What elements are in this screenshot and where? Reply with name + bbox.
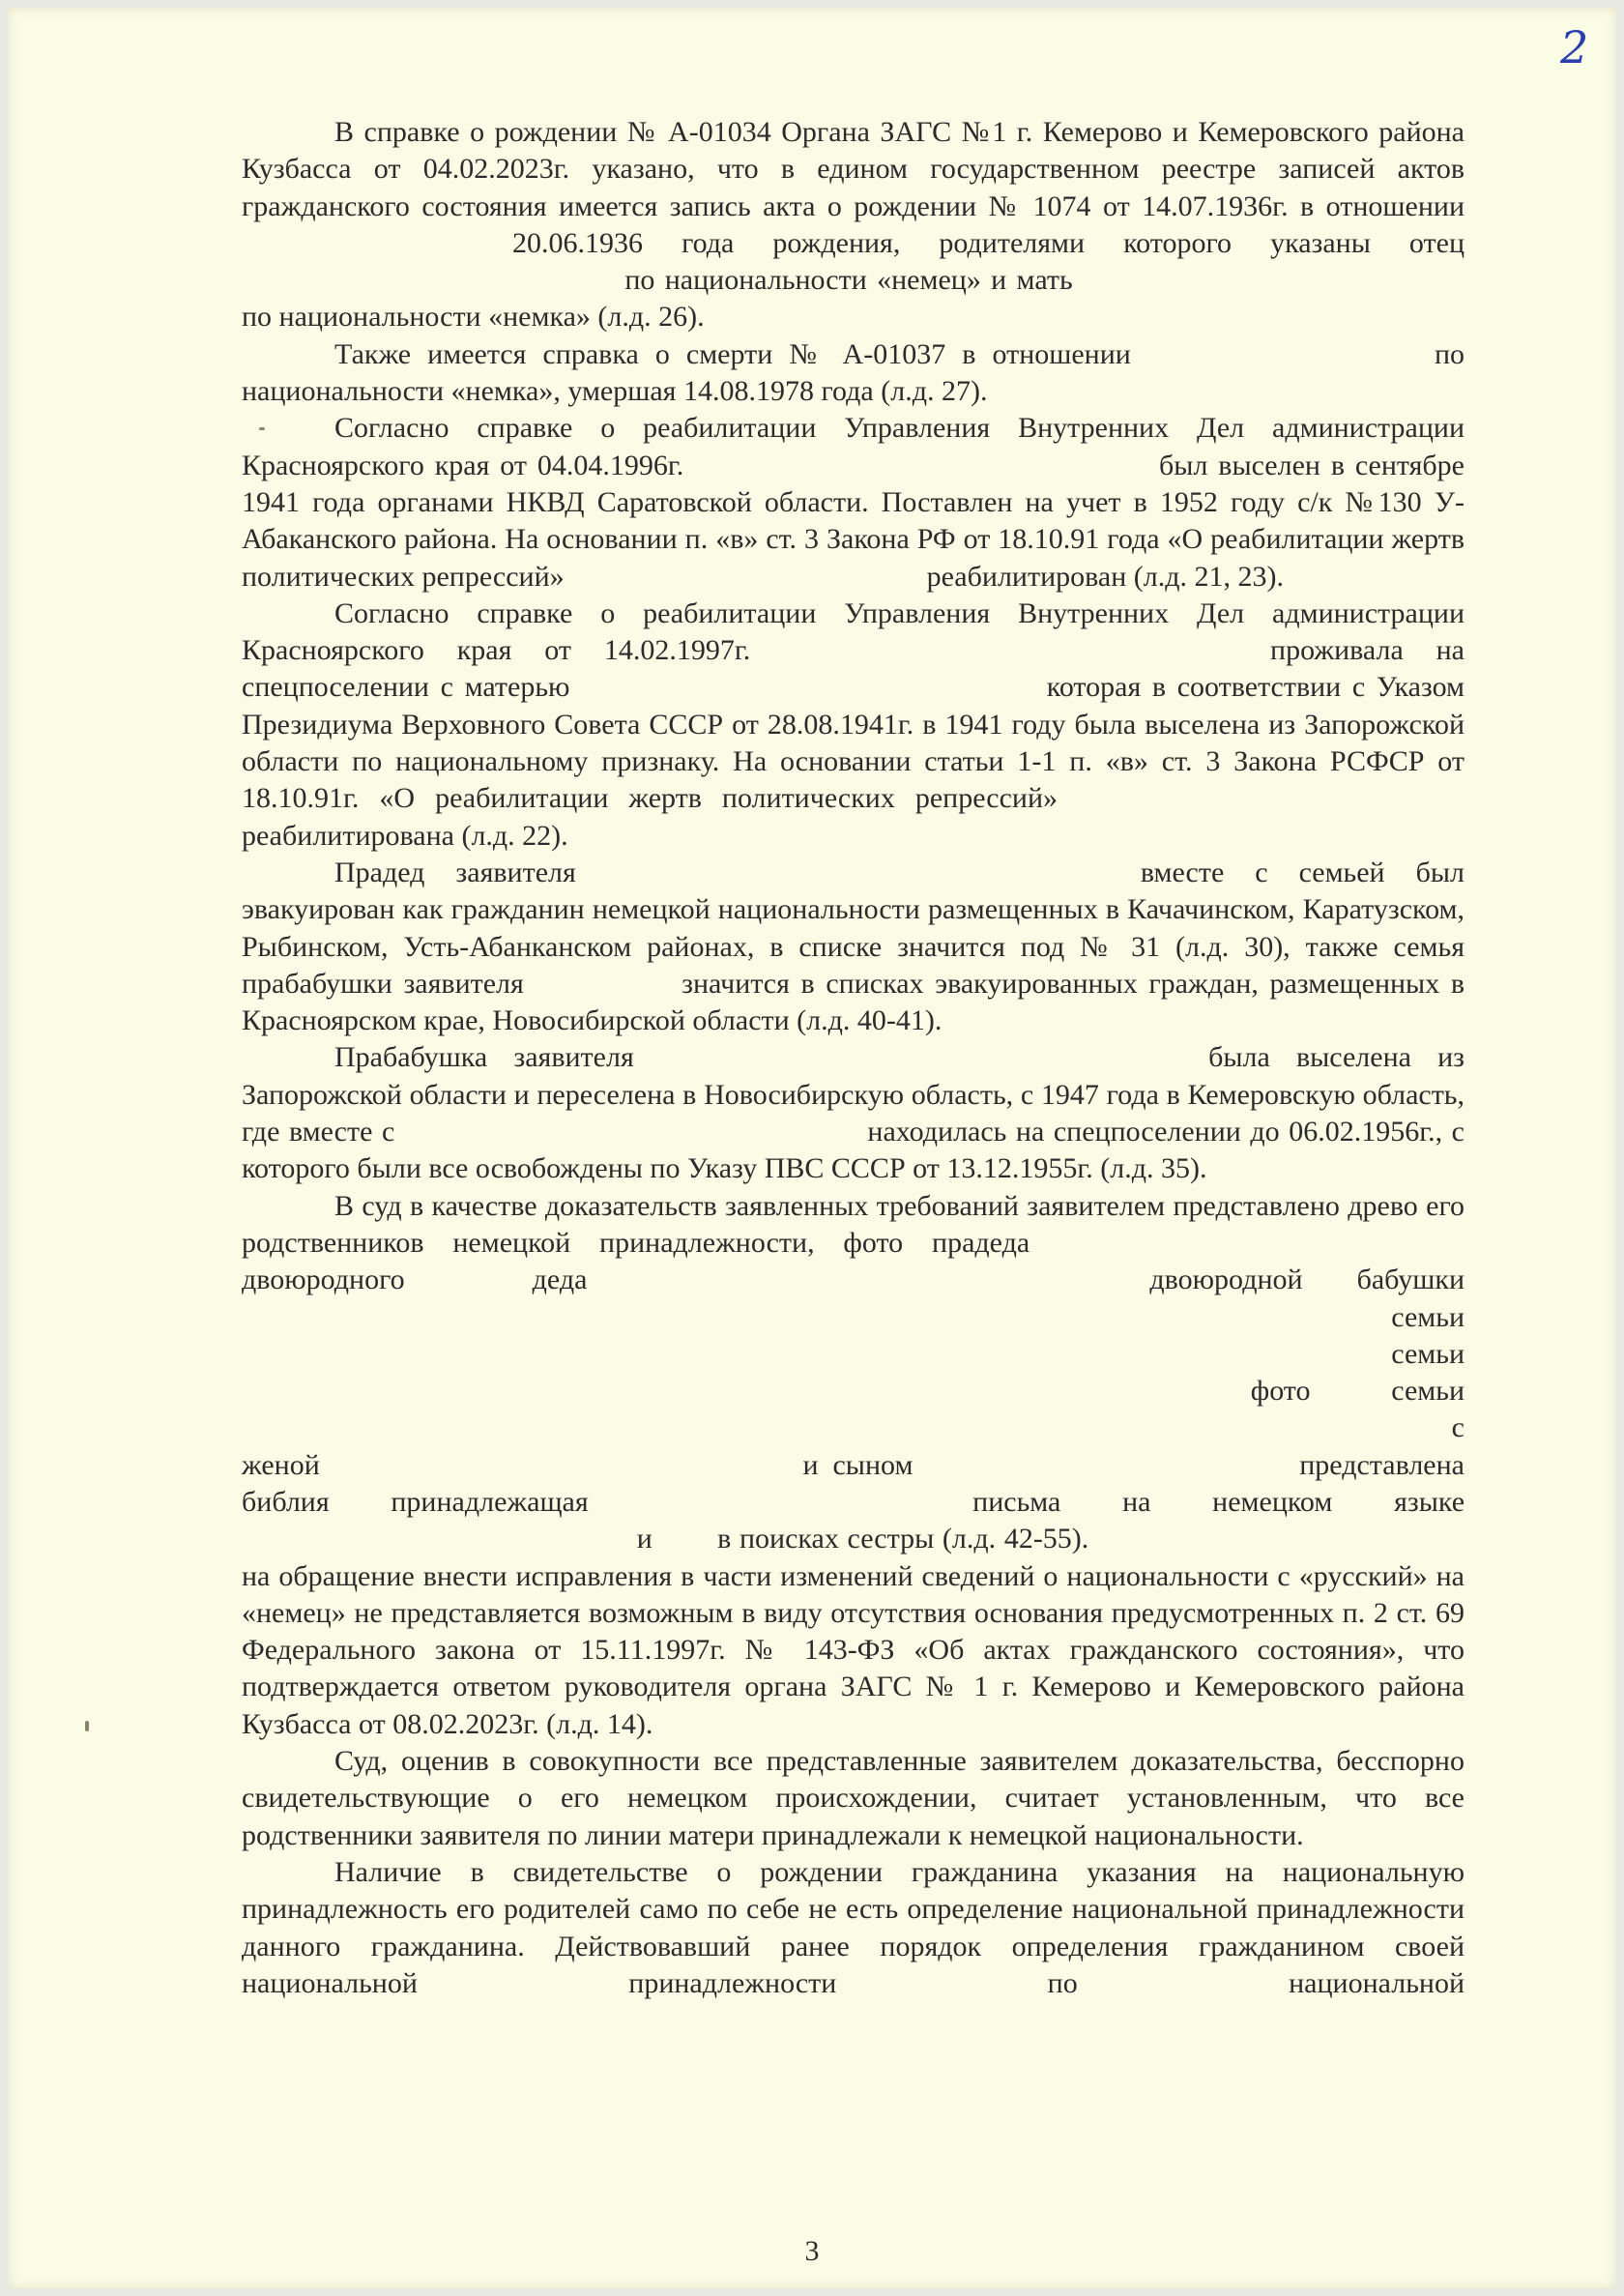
paragraph-great-grandmother [242, 1039, 1464, 1187]
paragraph-birth-certificate [242, 114, 1464, 336]
paragraph-rehabilitation-1996 [242, 410, 1464, 595]
paragraph-text: проживала на спецпоселении с матерью [242, 634, 1464, 704]
paragraph-text: был выселен в сентябре 1941 года органами НКВД Саратовской области. Поставлен на учет в 1952 году с/к №130 У-Абаканского района. На основании п. «в» ст. 3 Закона РФ от 18.10.91 года «О реабилитации жертв политических репрессий» [242, 449, 1464, 593]
paragraph-text: которая в соответствии с Указом Президиума Верховного Совета СССР от 28.08.1941г. в 1941 году была выселена из Запорожской области по национальному признаку. На основании статьи 1-1 п. «в» ст. 3 Закона РСФСР от 18.10.91г. «О реабилитации жертв политических репрессий» [242, 671, 1464, 815]
paragraph-text: В справке о рождении № А-01034 Органа ЗАГС №1 г. Кемерово и Кемеровского района Кузбасса от 04.02.2023г. указано, что в едином государственном реестре записей актов гражданского состояния имеется запись акта о рождении № 1074 от 14.07.1936г. в отношении [242, 116, 1464, 222]
paragraph-text: по национальности «немка» (л.д. 26). [242, 301, 705, 334]
page-number: 3 [804, 2235, 820, 2267]
paragraph-rehabilitation-1997 [242, 596, 1464, 855]
scan-speck [85, 1721, 89, 1731]
paragraph-text: была выселена из Запорожской области и переселена в Новосибирскую область, с 1947 года в Кемеровскую область, где вместе с [242, 1041, 1465, 1148]
paragraph-text: в поисках сестры (л.д. 42-55). [717, 1523, 1089, 1555]
paragraph-text: на обращение внести исправления в части изменений сведений о национальности с «русский» на «немец» не представляется возможным в виду отсутствия основания предусмотренных п. 2 ст. 69 Федерального закона от 15.11.1997г. № 143-ФЗ «Об актах гражданского состояния», что подтверждается ответом руководителя органа ЗАГС № 1 г. Кемерово и Кемеровского района Кузбасса от 08.02.2023г. (л.д. 14). [242, 1559, 1464, 1740]
paragraph-text: и сыном [802, 1448, 914, 1481]
paragraph-text: Согласно справке о реабилитации Управления Внутренних Дел администрации Красноярского края от 04.04.1996г. [242, 412, 1464, 481]
paragraph-text: и [636, 1523, 652, 1555]
paragraph-nationality [242, 1854, 1464, 2002]
document-body [242, 114, 1464, 2002]
paragraph-text: с женой [242, 1411, 1464, 1481]
paragraph-death-certificate [242, 336, 1464, 411]
paragraph-text: представлена библия принадлежащая [242, 1448, 1464, 1518]
paragraph-text: Суд, оценив в совокупности все представленные заявителем доказательства, бесспорно свидетельствующие о его немецком происхождении, считает установленным, что все родственники заявителя по линии матери принадлежали к немецкой национальности. [242, 1745, 1464, 1851]
paragraph-court-assessment [242, 1743, 1464, 1854]
paragraph-text: реабилитирован (л.д. 21, 23). [926, 560, 1284, 593]
paragraph-text: двоюродного [242, 1264, 405, 1296]
paragraph-text: семьи [1391, 1300, 1464, 1333]
paragraph-text: реабилитирована (л.д. 22). [242, 819, 568, 852]
paragraph-text: находилась на спецпоселении до 06.02.1956г., с которого были все освобождены по Указу ПВС СССР от 13.12.1955г. (л.д. 35). [242, 1116, 1465, 1185]
paragraph-text: письма на немецком языке [972, 1485, 1465, 1518]
paragraph-text: Наличие в свидетельстве о рождении гражданина указания на национальную принадлежность его родителей само по себе не есть определение национальной принадлежности данного гражданина. Действовавший ранее порядок определения гражданином своей национальной принадлежности по национальной [242, 1855, 1464, 1999]
paragraph-text: Согласно справке о реабилитации Управления Внутренних Дел администрации Красноярского края от 14.02.1997г. [242, 596, 1464, 667]
paragraph-text: Прадед заявителя [334, 856, 576, 888]
paragraph-text: Также имеется справка о смерти № А-01037 в отношении [334, 337, 1131, 370]
paragraph-text: значится в списках эвакуированных граждан, размещенных в Красноярском крае, Новосибирской области (л.д. 40-41). [242, 967, 1465, 1037]
paragraph-text: по национальности «немец» и мать [624, 264, 1073, 297]
paragraph-great-grandfather [242, 855, 1464, 1039]
paragraph-evidence [242, 1188, 1464, 1743]
paragraph-text: деда [532, 1264, 588, 1296]
paragraph-text: 20.06.1936 года рождения, родителями которого указаны отец [512, 226, 1465, 259]
paragraph-text: вместе с семьей был эвакуирован как гражданин немецкой национальности размещенных в Качачинском, Каратузском, Рыбинском, Усть-Абанканском районах, в списке значится под № 31 (л.д. 30), также семья прабабушки заявителя [242, 856, 1464, 1000]
paragraph-text: двоюродной бабушки [1149, 1264, 1464, 1296]
paragraph-text: Прабабушка заявителя [334, 1041, 634, 1074]
paragraph-text: В суд в качестве доказательств заявленных требований заявителем представлено древо его родственников немецкой принадлежности, фото прадеда [242, 1189, 1464, 1259]
handwritten-page-mark: 2 [1560, 21, 1589, 73]
paragraph-text: фото семьи [1250, 1375, 1464, 1408]
paragraph-text: по национальности «немка», умершая 14.08.1978 года (л.д. 27). [242, 337, 1465, 408]
paragraph-text: семьи [1391, 1337, 1464, 1370]
